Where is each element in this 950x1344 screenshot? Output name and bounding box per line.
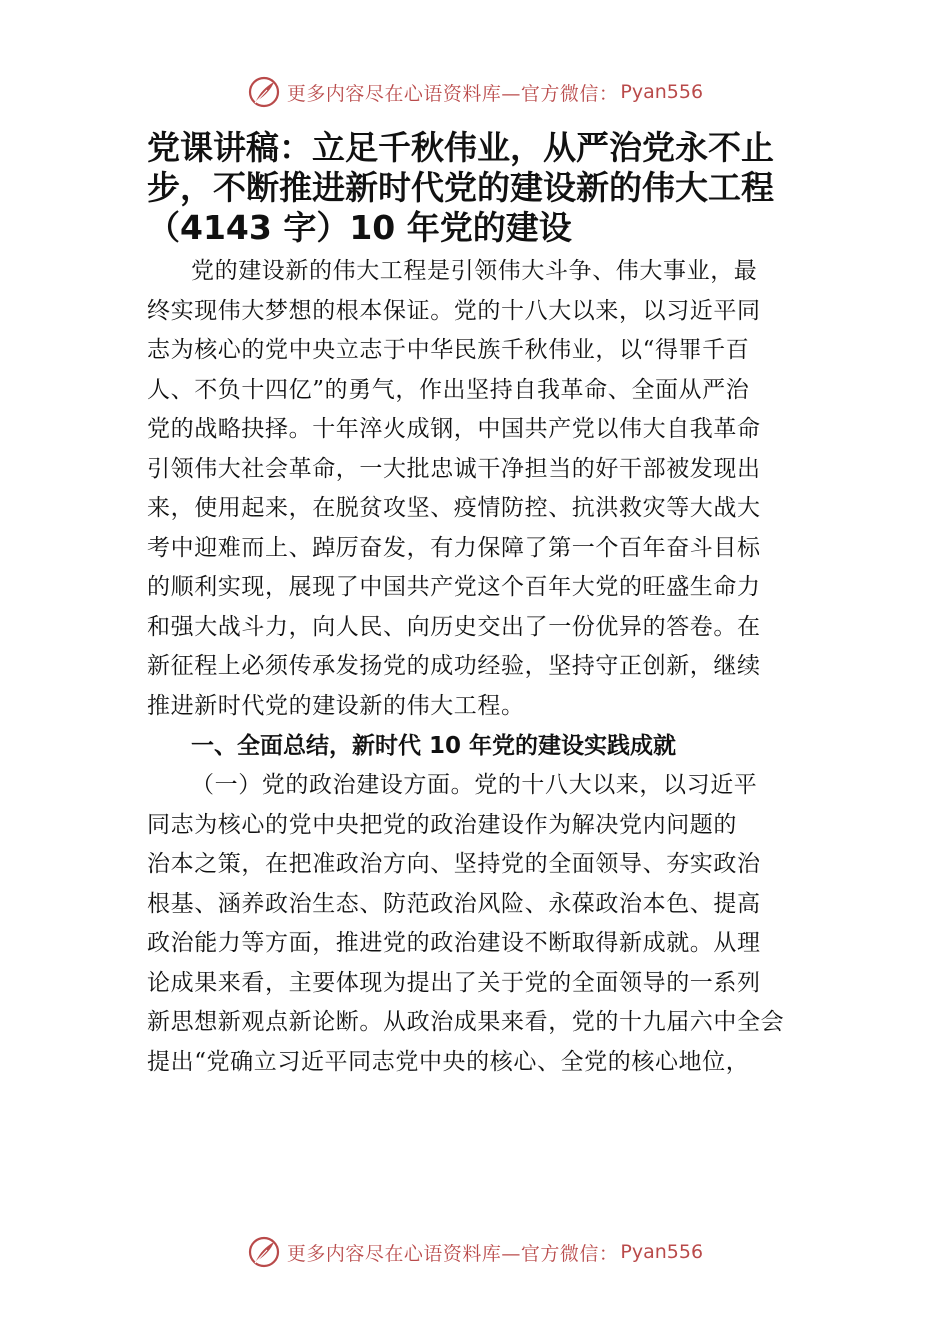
paragraph-line: 同志为核心的党中央把党的政治建设作为解决党内问题的 [147, 811, 737, 838]
paragraph-line: 人、不负十四亿”的勇气，作出坚持自我革命、全面从严治 [147, 376, 750, 403]
header-text: 更多内容尽在心语资料库—官方微信： [286, 82, 619, 105]
header-code: Pyan556 [620, 81, 704, 103]
paragraph-line: 考中迎难而上、踔厉奋发，有力保障了第一个百年奋斗目标 [147, 534, 761, 561]
paragraph-line: 引领伟大社会革命，一大批忠诚干净担当的好干部被发现出 [147, 455, 761, 482]
paragraph-line: 新征程上必须传承发扬党的成功经验，坚持守正创新，继续 [147, 653, 761, 679]
footer-text: 更多内容尽在心语资料库—官方微信： [286, 1242, 619, 1265]
section-heading: 一、全面总结，新时代 10 年党的建设实践成就 [191, 733, 677, 759]
title-line: 步，不断推进新时代党的建设新的伟大工程 [147, 168, 774, 207]
paragraph-line: （一）党的政治建设方面。党的十八大以来，以习近平 [191, 772, 758, 798]
section-paragraph [147, 766, 827, 1082]
paragraph-line: 治本之策，在把准政治方向、坚持党的全面领导、夯实政治 [147, 851, 761, 877]
header-banner [0, 72, 950, 112]
feather-logo-icon [247, 1235, 281, 1269]
paragraph-line: 新思想新观点新论断。从政治成果来看，党的十九届六中全会 [147, 1009, 785, 1035]
paragraph-line: 党的战略抉择。十年淬火成钢，中国共产党以伟大自我革命 [147, 416, 761, 442]
paragraph-line: 推进新时代党的建设新的伟大工程。 [147, 692, 525, 719]
paragraph-line: 论成果来看，主要体现为提出了关于党的全面领导的一系列 [147, 969, 761, 996]
paragraph-line: 终实现伟大梦想的根本保证。党的十八大以来，以习近平同 [147, 297, 761, 324]
page-title [147, 128, 827, 248]
paragraph-line: 志为核心的党中央立志于中华民族千秋伟业，以“得罪千百 [147, 337, 750, 363]
paragraph-line: 提出“党确立习近平同志党中央的核心、全党的核心地位， [147, 1048, 750, 1075]
paragraph-line: 政治能力等方面，推进党的政治建设不断取得新成就。从理 [147, 930, 761, 956]
footer-code: Pyan556 [620, 1241, 704, 1263]
footer-banner [0, 1232, 950, 1272]
paragraph-line: 党的建设新的伟大工程是引领伟大斗争、伟大事业，最 [191, 258, 758, 284]
paragraph-line: 来，使用起来，在脱贫攻坚、疫情防控、抗洪救灾等大战大 [147, 495, 761, 521]
document-body [147, 252, 827, 1082]
feather-logo-icon [247, 75, 281, 109]
paragraph-line: 的顺利实现，展现了中国共产党这个百年大党的旺盛生命力 [147, 574, 761, 600]
paragraph-line: 根基、涵养政治生态、防范政治风险、永葆政治本色、提高 [147, 890, 761, 917]
title-line: （4143 字）10 年党的建设 [147, 208, 572, 247]
title-line: 党课讲稿：立足千秋伟业，从严治党永不止 [147, 128, 774, 167]
paragraph-line: 和强大战斗力，向人民、向历史交出了一份优异的答卷。在 [147, 613, 761, 640]
intro-paragraph [147, 252, 827, 726]
